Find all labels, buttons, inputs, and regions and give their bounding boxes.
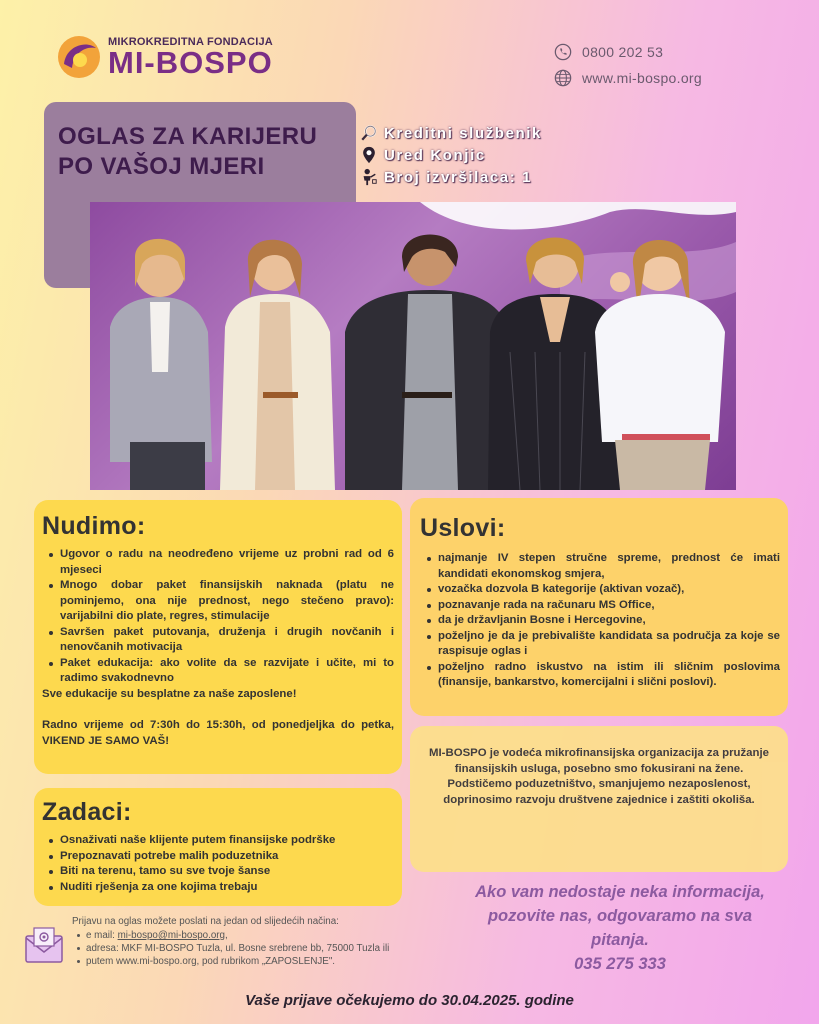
logo [56, 34, 273, 80]
requirements-panel [410, 498, 788, 716]
requirements-list [420, 551, 780, 691]
offers-panel [34, 500, 402, 774]
contact-callout: Ako vam nedostaje neka informacija, pozovite nas, odgovaramo na sva pitanja. 035 275 333 [460, 880, 780, 976]
tasks-heading: Zadaci: [42, 798, 132, 826]
list-item: poželjno je da je prebivalište kandidata sa područja za koje se raspisuje oglas i [424, 629, 780, 660]
requirements-heading: Uslovi: [420, 514, 506, 542]
list-item: Osnaživati naše klijente putem finansijske podrške [46, 833, 394, 849]
deadline: Vaše prijave očekujemo do 30.04.2025. godine [245, 992, 574, 1009]
job-info [360, 122, 542, 188]
apply-methods [72, 929, 402, 968]
list-item: poznavanje rada na računaru MS Office, [424, 598, 780, 614]
website-url: www.mi-bospo.org [582, 70, 702, 86]
list-item: vozačka dozvola B kategorije (aktivan vozač), [424, 582, 780, 598]
tasks-list [42, 833, 394, 895]
list-item: Ugovor o radu na neodređeno vrijeme uz probni rad od 6 mjeseci [46, 547, 394, 578]
location-pin-icon [360, 146, 378, 164]
offers-heading: Nudimo: [42, 512, 146, 540]
list-item: adresa: MKF MI-BOSPO Tuzla, ul. Bosne srebrene bb, 75000 Tuzla ili [72, 942, 402, 955]
education-note: Sve edukacije su besplatne za naše zaposlene! [42, 687, 297, 700]
about-mission: Podstičemo poduzetništvo, smanjujemo nezaposlenost, doprinosimo razvoju društvene zajednice i zaštiti okoliša. [443, 778, 755, 806]
job-count: Broj izvršilaca: 1 [360, 166, 542, 188]
about-intro: MI-BOSPO je vodeća mikrofinansijska organizacija za pružanje finansijskih usluga, posebno smo fokusirani na žene. [429, 747, 769, 775]
team-photo [90, 202, 736, 490]
list-item: e mail: mi-bospo@mi-bospo.org, [72, 929, 402, 942]
list-item: Savršen paket putovanja, druženja i drugih novčanih i nenovčanih motivacija [46, 625, 394, 656]
list-item: Mnogo dobar paket finansijskih naknada (platu ne pominjemo, ona nije prednost, nego stečeno pravo): varijabilni dio plate, regres, stimulacije [46, 578, 394, 625]
globe-icon [554, 69, 572, 87]
list-item: da je državljanin Bosne i Hercegovine, [424, 613, 780, 629]
offers-list [42, 547, 394, 687]
list-item: najmanje IV stepen stručne spreme, prednost će imati kandidati ekonomskog smjera, [424, 551, 780, 582]
tasks-panel [34, 788, 402, 906]
list-item: putem www.mi-bospo.org, pod rubrikom „ZAPOSLENJE". [72, 955, 402, 968]
logo-mark-icon [56, 34, 102, 80]
phone-icon [554, 43, 572, 61]
list-item: Biti na terenu, tamo su sve tvoje šanse [46, 864, 394, 880]
list-item: poželjno radno iskustvo na istim ili sličnim poslovima (finansije, bankarstvo, komercijalni i slični poslovi). [424, 660, 780, 691]
org-name: MI-BOSPO [108, 45, 273, 80]
phone-number: 0800 202 53 [582, 44, 664, 60]
page-title: OGLAS ZA KARIJERU PO VAŠOJ MJERI [58, 123, 318, 180]
callout-phone[interactable]: 035 275 333 [574, 955, 666, 973]
about-panel [410, 726, 788, 872]
contacts [554, 40, 702, 92]
magnifier-icon [360, 124, 378, 142]
list-item: Nuditi rješenja za one kojima trebaju [46, 880, 394, 896]
working-hours: Radno vrijeme od 7:30h do 15:30h, od ponedjeljka do petka, VIKEND JE SAMO VAŠ! [42, 719, 394, 747]
apply-intro: Prijavu na oglas možete poslati na jedan od slijedećih načina: [72, 916, 339, 927]
website-contact[interactable] [554, 66, 702, 90]
job-position: Kreditni službenik [360, 122, 542, 144]
email-link[interactable]: mi-bospo@mi-bospo.org [117, 930, 225, 941]
list-item: Paket edukacija: ako volite da se razvijate i učite, mi to radimo svakodnevno [46, 656, 394, 687]
job-office: Ured Konjic [360, 144, 542, 166]
phone-contact[interactable] [554, 40, 702, 64]
list-item: Prepoznavati potrebe malih poduzetnika [46, 849, 394, 865]
person-icon [360, 168, 378, 186]
application-info [72, 915, 402, 968]
envelope-icon [24, 924, 64, 964]
org-subtitle: MIKROKREDITNA FONDACIJA [108, 36, 273, 48]
